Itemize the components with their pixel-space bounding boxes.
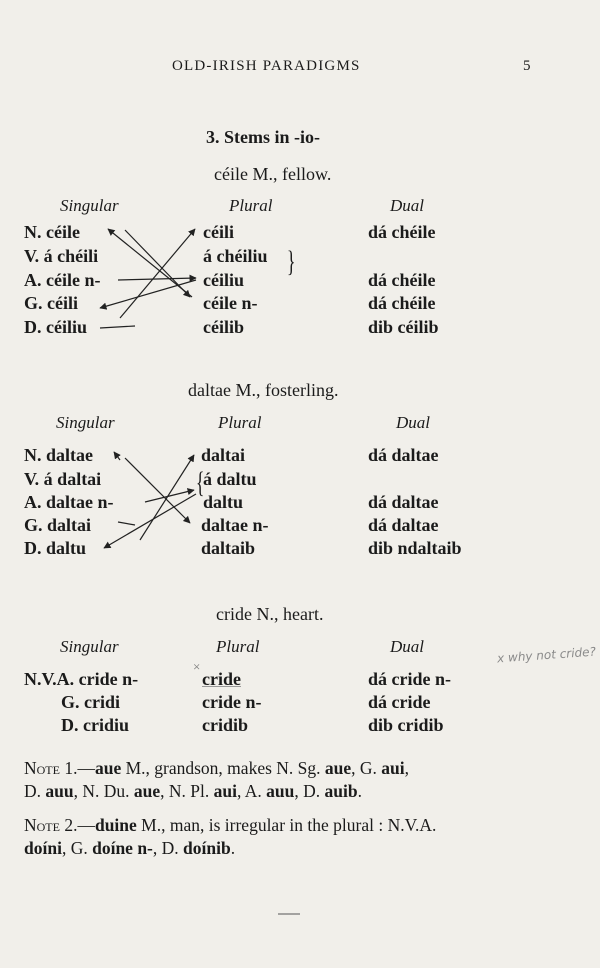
dual-form: dá daltae [368, 445, 439, 465]
dual-form: dib céilib [368, 317, 439, 337]
singular-form: V. á chéili [24, 246, 99, 266]
section-title: 3. Stems in -io- [206, 127, 320, 147]
note-segment: aue [324, 758, 352, 778]
plural-form: daltai [201, 445, 246, 465]
note-segment: aue [133, 781, 161, 801]
headword: daltae [188, 380, 231, 400]
singular-form: N. daltae [24, 445, 93, 465]
arrow-line [145, 490, 194, 502]
singular-form: N.V.A. cride n- [24, 669, 139, 689]
note-segment: auu [45, 781, 74, 801]
dual-form: dib ndaltaib [368, 538, 462, 558]
arrow-line [125, 230, 190, 297]
note-segment: aui [381, 758, 405, 778]
dual-form: dá chéile [368, 222, 436, 242]
note-dash: — [77, 758, 95, 778]
column-header-dual: Dual [390, 196, 424, 215]
note-dash: — [77, 815, 95, 835]
note-segment: . [357, 781, 362, 801]
note-segment: doíne n- [92, 838, 153, 858]
dual-form: dá daltae [368, 515, 439, 535]
arrow-line [114, 452, 120, 460]
singular-form: G. daltai [24, 515, 92, 535]
arrow-line [120, 229, 195, 318]
dual-form: dá chéile [368, 270, 436, 290]
dual-form: dá chéile [368, 293, 436, 313]
note-segment: , G. [61, 838, 93, 858]
note-segment: , N. Du. [73, 781, 134, 801]
column-header-plural: Plural [229, 196, 273, 215]
dual-form: dá cride n- [368, 669, 451, 689]
plural-form: daltaib [201, 538, 256, 558]
plural-form: daltu [203, 492, 244, 512]
arrow-line [118, 522, 135, 525]
arrow-line [100, 326, 135, 328]
note-segment: auib [324, 781, 358, 801]
page-number: 5 [523, 58, 532, 74]
arrow-line [104, 494, 196, 548]
brace: { [195, 466, 205, 499]
note-segment: M., grandson, makes N. Sg. [121, 758, 325, 778]
singular-form: A. daltae n- [24, 492, 114, 512]
singular-form: D. céiliu [24, 317, 87, 337]
column-header-singular: Singular [60, 196, 119, 215]
note-segment: , N. Pl. [160, 781, 214, 801]
arrow-line [118, 278, 196, 280]
singular-form: D. cridiu [61, 715, 130, 735]
headword: cride [216, 604, 252, 624]
note-segment: auu [266, 781, 295, 801]
gloss: fellow. [282, 164, 332, 184]
dual-form: dib cridib [368, 715, 444, 735]
pencil-mark: × [193, 659, 201, 674]
singular-form: G. cridi [61, 692, 120, 712]
note-segment: doínib [183, 838, 231, 858]
note-label: Note 2. [24, 815, 78, 835]
note-label: Note 1. [24, 758, 78, 778]
plural-form: cride n- [202, 692, 262, 712]
dual-form: dá cride [368, 692, 431, 712]
note-segment: M., man, is irregular in the plural : N.V.A. [136, 815, 437, 835]
gender: M., [235, 380, 261, 400]
note-segment: , G. [351, 758, 382, 778]
gloss: fosterling. [265, 380, 339, 400]
plural-form: cride [202, 669, 241, 689]
singular-form: N. céile [24, 222, 80, 242]
singular-form: V. á daltai [24, 469, 102, 489]
plural-form: daltae n- [201, 515, 269, 535]
note-segment: , D. [152, 838, 184, 858]
column-header-dual: Dual [390, 637, 424, 656]
column-header-singular: Singular [60, 637, 119, 656]
singular-form: A. céile n- [24, 270, 101, 290]
column-header-plural: Plural [218, 413, 262, 432]
gloss: heart. [282, 604, 324, 624]
plural-form: céile n- [203, 293, 258, 313]
plural-form: cridib [202, 715, 249, 735]
note-segment: aui [213, 781, 237, 801]
note-segment: , [404, 758, 410, 778]
gender: N., [256, 604, 279, 624]
plural-form: céiliu [203, 270, 244, 290]
note-segment: aue [94, 758, 122, 778]
gender: M., [252, 164, 278, 184]
dual-form: dá daltae [368, 492, 439, 512]
note-segment: . [230, 838, 236, 858]
note-segment: duine [94, 815, 137, 835]
column-header-dual: Dual [396, 413, 430, 432]
singular-form: G. céili [24, 293, 78, 313]
note-segment: , D. [294, 781, 325, 801]
margin-annotation: x why not cride? [496, 644, 597, 666]
note-segment: , A. [236, 781, 267, 801]
plural-form: céili [203, 222, 234, 242]
plural-form: á chéiliu [203, 246, 268, 266]
column-header-plural: Plural [216, 637, 260, 656]
plural-form: céilib [203, 317, 244, 337]
note-segment: doíni [24, 838, 62, 858]
running-title: OLD-IRISH PARADIGMS [172, 58, 361, 74]
arrow-line [140, 455, 194, 540]
column-header-singular: Singular [56, 413, 115, 432]
headword: céile [214, 164, 248, 184]
note-segment: D. [24, 781, 46, 801]
plural-form: á daltu [203, 469, 257, 489]
brace: } [286, 245, 296, 278]
singular-form: D. daltu [24, 538, 87, 558]
